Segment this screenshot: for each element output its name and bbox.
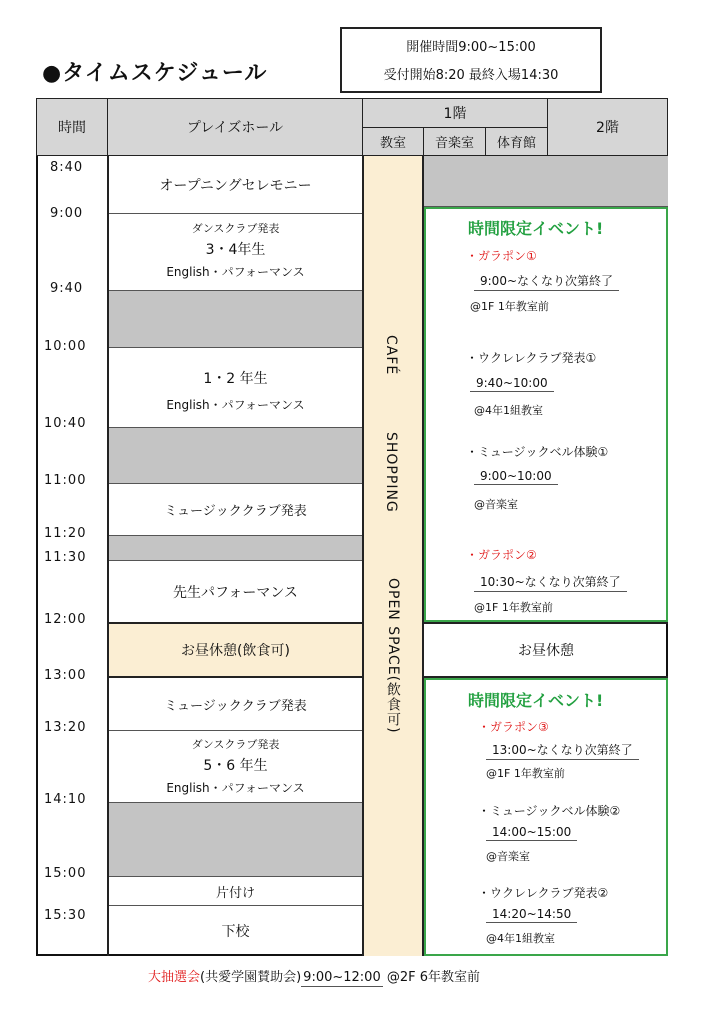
hall-lunch: お昼休憩(飲食可): [109, 622, 362, 678]
floor2-before-open: [424, 156, 668, 207]
time-label: 11:00: [44, 473, 87, 488]
hall-break: [109, 427, 362, 483]
hall-music-club-2: ミュージッククラブ発表: [164, 698, 307, 714]
event-time: 9:40~10:00: [470, 376, 554, 392]
hall-music-club-1: ミュージッククラブ発表: [109, 483, 362, 535]
open-space-label: OPEN SPACE(飲食可): [385, 578, 401, 734]
header-classroom: 教室: [362, 127, 424, 156]
grade-label: 1・2 年生: [203, 371, 268, 387]
lottery-sponsor: (共愛学園賛助会): [200, 970, 302, 985]
time-label: 14:10: [44, 792, 87, 807]
limited-event-title: 時間限定イベント!: [468, 219, 604, 238]
lottery-place: @2F 6年教室前: [386, 970, 481, 985]
lottery-footer: [148, 966, 480, 985]
event-name: ・ガラポン③: [478, 720, 549, 734]
hall-grade-12: [109, 347, 362, 427]
english-performance-label: English・パフォーマンス: [166, 398, 305, 412]
hall-opening: オープニングセレモニー: [159, 177, 312, 194]
hall-dance-56: [109, 730, 362, 802]
event-time: 10:30~なくなり次第終了: [474, 573, 627, 592]
time-label: 15:30: [44, 908, 87, 923]
event-name: ・ガラポン①: [466, 249, 537, 263]
time-label: 10:00: [44, 339, 87, 354]
hall-leave: 下校: [109, 905, 362, 956]
limited-event-title: 時間限定イベント!: [468, 691, 604, 710]
header-time: 時間: [36, 98, 108, 156]
time-label: 8:40: [50, 160, 84, 175]
header-floor1: 1階: [362, 98, 548, 128]
event-place: @1F 1年教室前: [470, 300, 549, 313]
event-place: @音楽室: [474, 498, 518, 511]
event-hours-box: [340, 27, 602, 93]
event-time: 13:00~なくなり次第終了: [486, 741, 639, 760]
event-place: @1F 1年教室前: [474, 601, 553, 614]
hall-teacher-performance: 先生パフォーマンス: [109, 560, 362, 622]
time-label: 11:20: [44, 526, 87, 541]
time-label: 10:40: [44, 416, 87, 431]
time-label: 15:00: [44, 866, 87, 881]
event-place: @音楽室: [486, 850, 530, 863]
event-name: ・ウクレレクラブ発表①: [466, 351, 597, 365]
event-hours: 開催時間9:00~15:00: [406, 40, 536, 55]
header-floor2: 2階: [547, 98, 668, 156]
event-place: @4年1組教室: [486, 932, 555, 945]
hall-break: [109, 535, 362, 560]
event-place: @1F 1年教室前: [486, 767, 565, 780]
page-title: ●タイムスケジュール: [42, 61, 268, 86]
time-label: 11:30: [44, 550, 87, 565]
event-place: @4年1組教室: [474, 404, 543, 417]
dance-club-label: ダンスクラブ発表: [191, 738, 280, 751]
header-music-room: 音楽室: [423, 127, 486, 156]
floor2-events-morning: [424, 207, 668, 622]
shopping-label: SHOPPING: [383, 432, 399, 513]
floor2-lunch: お昼休憩: [424, 622, 668, 678]
hall-break: [109, 290, 362, 347]
time-label: 13:20: [44, 720, 87, 735]
event-name: ・ガラポン②: [466, 548, 537, 562]
floor1-open-space: [362, 156, 424, 956]
header-gym: 体育館: [485, 127, 548, 156]
event-time: 9:00~10:00: [474, 469, 558, 485]
time-label: 9:00: [50, 206, 84, 221]
event-time: 9:00~なくなり次第終了: [474, 272, 619, 291]
time-label: 12:00: [44, 612, 87, 627]
event-name: ・ミュージックベル体験①: [466, 445, 609, 459]
header-hall: プレイズホール: [107, 98, 363, 156]
grade-label: 5・6 年生: [203, 758, 268, 774]
lottery-label: 大抽選会: [148, 970, 201, 985]
english-performance-label: English・パフォーマンス: [166, 781, 305, 795]
hall-break: [109, 802, 362, 876]
cafe-label: CAFÉ: [383, 335, 399, 376]
event-time: 14:20~14:50: [486, 907, 577, 923]
dance-club-label: ダンスクラブ発表: [191, 222, 280, 235]
lottery-time: 9:00~12:00: [303, 970, 381, 985]
grade-label: 3・4年生: [205, 242, 266, 258]
event-name: ・ウクレレクラブ発表②: [478, 886, 609, 900]
event-name: ・ミュージックベル体験②: [478, 804, 621, 818]
hall-cleanup: 片付け: [109, 876, 362, 905]
time-label: 9:40: [50, 281, 84, 296]
english-performance-label: English・パフォーマンス: [166, 265, 305, 279]
reception-hours: 受付開始8:20 最終入場14:30: [383, 68, 559, 83]
event-time: 14:00~15:00: [486, 825, 577, 841]
time-label: 13:00: [44, 668, 87, 683]
hall-dance-34: [109, 213, 362, 290]
